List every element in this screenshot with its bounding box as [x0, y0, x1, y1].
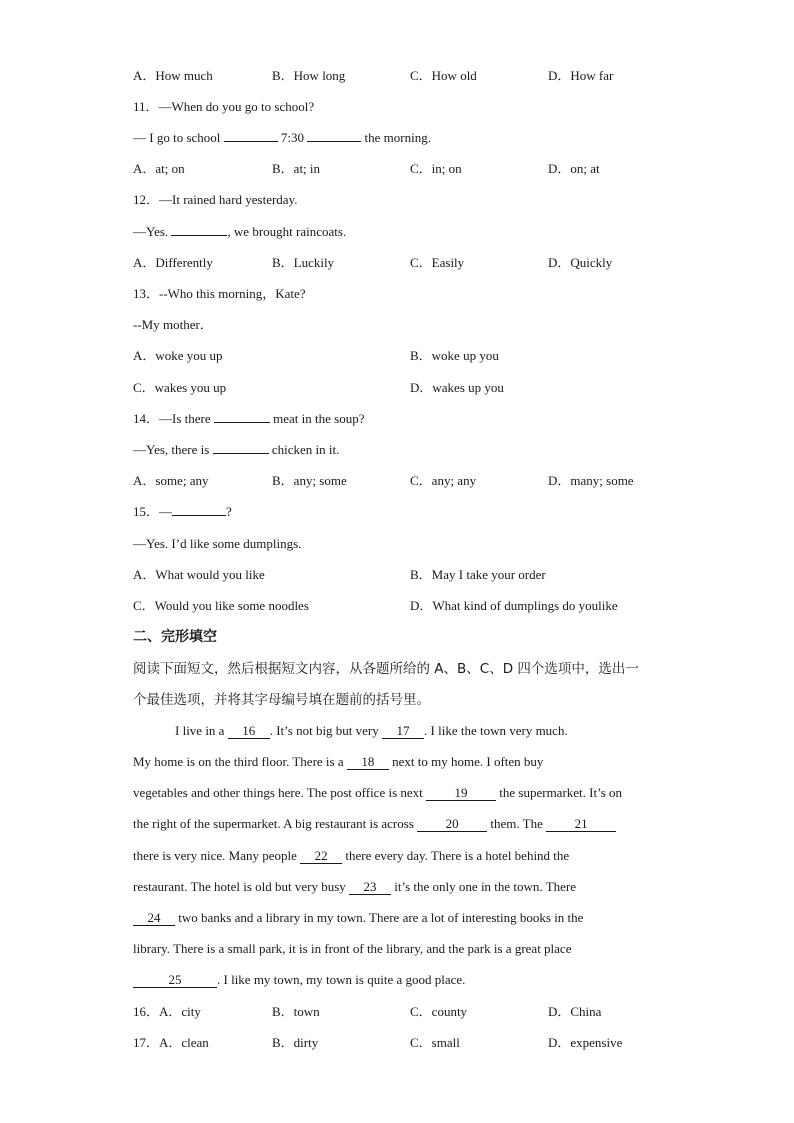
passage-text: . It’s not big but very	[269, 723, 383, 738]
passage-line-8: library. There is a small park, it is in front of the library, and the park is a great place	[133, 941, 572, 956]
q10-option-c[interactable]: C．How old	[410, 68, 477, 83]
passage-text: restaurant. The hotel is old but very busy	[133, 879, 350, 894]
q10-option-a[interactable]: A．How much	[133, 68, 213, 83]
q11-answer-line	[133, 128, 431, 148]
q12-answer-line	[133, 222, 346, 242]
q14-blank-1	[214, 410, 270, 423]
q12-option-d[interactable]: D．Quickly	[548, 255, 613, 270]
blank-22: 22	[300, 849, 342, 864]
q14-stem-part2: meat in the soup?	[269, 411, 365, 426]
blank-24: 24	[133, 911, 175, 926]
q12-blank	[171, 223, 227, 236]
blank-18: 18	[347, 755, 389, 770]
q11-option-a[interactable]: A．at; on	[133, 161, 185, 176]
q14-option-b[interactable]: B．any; some	[272, 473, 347, 488]
q16-option-c[interactable]: C．county	[410, 1004, 468, 1019]
q11-answer-part2: 7:30	[277, 130, 308, 145]
q14-option-d[interactable]: D．many; some	[548, 473, 634, 488]
q15-option-b[interactable]: B．May I take your order	[410, 567, 546, 582]
q14-answer-part1: —Yes, there is	[133, 442, 213, 457]
q15-stem-part1: 15．—	[133, 504, 173, 519]
blank-19: 19	[426, 786, 496, 801]
q11-stem: 11．—When do you go to school?	[133, 99, 315, 114]
passage-line-6	[133, 877, 576, 897]
passage-text: them. The	[487, 816, 547, 831]
q11-answer-part1: — I go to school	[133, 130, 224, 145]
q14-answer-part2: chicken in it.	[268, 442, 340, 457]
q16-option-d[interactable]: D．China	[548, 1004, 602, 1019]
q11-blank-1	[224, 129, 278, 142]
q12-option-a[interactable]: A．Differently	[133, 255, 213, 270]
q17-option-b[interactable]: B．dirty	[272, 1035, 319, 1050]
passage-text: two banks and a library in my town. There are a lot of interesting books in the	[175, 910, 584, 925]
passage-text: the supermarket. It’s on	[496, 785, 623, 800]
passage-text: there every day. There is a hotel behind the	[342, 848, 570, 863]
q17-option-c[interactable]: C．small	[410, 1035, 460, 1050]
passage-text: My home is on the third floor. There is a	[133, 754, 347, 769]
q14-stem-part1: 14．—Is there	[133, 411, 214, 426]
q12-answer-part2: , we brought raincoats.	[227, 224, 347, 239]
q12-answer-part1: —Yes.	[133, 224, 172, 239]
blank-16: 16	[228, 724, 270, 739]
q14-answer-line	[133, 440, 339, 460]
passage-line-2	[133, 752, 543, 772]
q15-option-d[interactable]: D．What kind of dumplings do youlike	[410, 598, 618, 613]
q14-blank-2	[213, 441, 269, 454]
passage-text: vegetables and other things here. The post office is next	[133, 785, 427, 800]
q13-stem: 13．--Who this morning，Kate?	[133, 286, 306, 301]
q15-option-c[interactable]: C．Would you like some noodles	[133, 598, 309, 613]
passage-text: . I like the town very much.	[424, 723, 568, 738]
passage-line-1	[175, 721, 568, 741]
q10-option-b[interactable]: B．How long	[272, 68, 346, 83]
q13-option-a[interactable]: A．woke you up	[133, 348, 223, 363]
q15-answer: —Yes. I’d like some dumplings.	[133, 536, 302, 551]
q15-blank	[172, 503, 226, 516]
q16-option-a[interactable]: 16．A．city	[133, 1004, 201, 1019]
q16-option-b[interactable]: B．town	[272, 1004, 320, 1019]
passage-text: the right of the supermarket. A big restaurant is across	[133, 816, 418, 831]
q17-option-d[interactable]: D．expensive	[548, 1035, 623, 1050]
blank-17: 17	[382, 724, 424, 739]
blank-23: 23	[349, 880, 391, 895]
passage-line-9	[133, 970, 465, 990]
passage-text: . I like my town, my town is quite a good place.	[217, 972, 466, 987]
q13-option-d[interactable]: D．wakes up you	[410, 380, 504, 395]
q14-stem	[133, 409, 364, 429]
q10-option-d[interactable]: D．How far	[548, 68, 614, 83]
q14-option-c[interactable]: C．any; any	[410, 473, 477, 488]
passage-text: there is very nice. Many people	[133, 848, 301, 863]
q14-option-a[interactable]: A．some; any	[133, 473, 209, 488]
q12-option-c[interactable]: C．Easily	[410, 255, 465, 270]
section-heading-cloze: 二、完形填空	[133, 629, 217, 645]
q11-option-c[interactable]: C．in; on	[410, 161, 462, 176]
passage-text: next to my home. I often buy	[388, 754, 544, 769]
q15-option-a[interactable]: A．What would you like	[133, 567, 265, 582]
q15-stem-part2: ?	[226, 504, 232, 519]
blank-25: 25	[133, 973, 217, 988]
q17-option-a[interactable]: 17．A．clean	[133, 1035, 209, 1050]
q13-option-c[interactable]: C．wakes you up	[133, 380, 227, 395]
passage-line-5	[133, 846, 569, 866]
q15-stem	[133, 502, 232, 522]
q13-answer: --My mother．	[133, 317, 213, 332]
passage-line-7	[133, 908, 583, 928]
q12-option-b[interactable]: B．Luckily	[272, 255, 335, 270]
passage-text: it’s the only one in the town. There	[391, 879, 577, 894]
section-instruction-line-2: 个最佳选项，并将其字母编号填在题前的括号里。	[133, 692, 430, 708]
section-instruction-line-1: 阅读下面短文，然后根据短文内容，从各题所给的 A、B、C、D 四个选项中，选出一	[133, 661, 639, 677]
q11-answer-part3: the morning.	[361, 130, 431, 145]
blank-21: 21	[546, 817, 616, 832]
blank-20: 20	[417, 817, 487, 832]
q13-option-b[interactable]: B．woke up you	[410, 348, 499, 363]
q11-option-b[interactable]: B．at; in	[272, 161, 321, 176]
passage-line-4	[133, 814, 616, 834]
q11-option-d[interactable]: D．on; at	[548, 161, 600, 176]
passage-line-3	[133, 783, 622, 803]
q11-blank-2	[307, 129, 361, 142]
q12-stem: 12．—It rained hard yesterday.	[133, 192, 298, 207]
passage-text: I live in a	[175, 723, 228, 738]
